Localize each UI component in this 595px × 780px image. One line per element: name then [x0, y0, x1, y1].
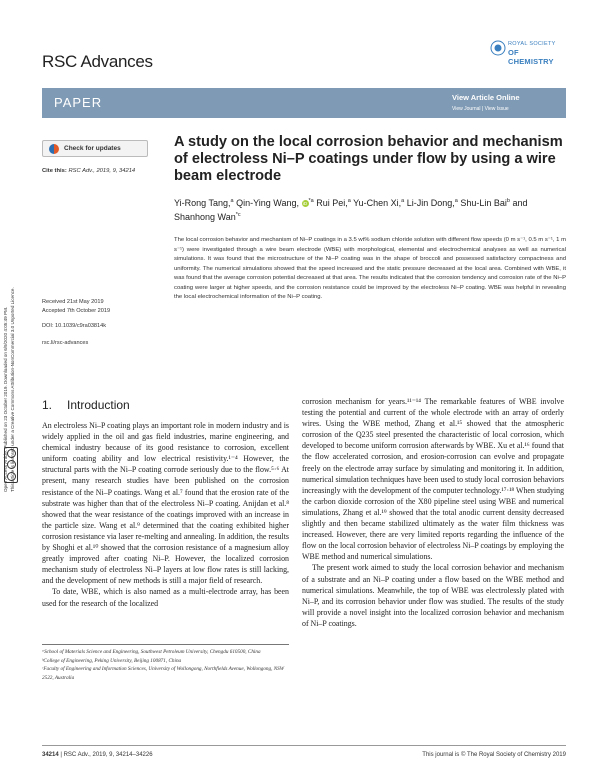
cite-text: RSC Adv., 2019, 9, 34214 [68, 168, 136, 174]
paragraph: An electroless Ni–P coating plays an important role in modern industry and is widely applied in the oil and gas field industries, marine engineering, and chemical industry because of its good resistance to corrosion, excellent uniform coating ability and low electrical resistivity.¹⁻⁴ However, the structural parts with the Ni–P coating corrode seriously due to the flow.⁵·⁶ At present, many research studies have been published on the corrosion resistance of the Ni–P coatings. Wang et al.⁷ found that the erosion rate of the substrate was higher than that of the electroless Ni–P coating. Anijdan et al.⁸ showed that the wear resistance of the coatings improved with an increase in the particle size. Wang et al.⁹ determined that the coating exhibited higher corrosion resistance via laser re-melting and annealing. In addition, the results by Shoghi et al.¹⁰ showed that the corrosion resistance of a magnesium alloy greatly improved after coating Ni–P. However, the localized corrosion mechanism study of electroless Ni–P layers at low flow rates is still lacking, and the development of new methods is still a major field of research. [42, 421, 289, 586]
author-name: Rui Pei, [316, 198, 348, 208]
author-name: Li-Jin Dong, [406, 198, 455, 208]
footer-citation: | RSC Adv., 2019, 9, 34214–34226 [60, 752, 153, 758]
author-affiliation-mark: *c [235, 211, 241, 218]
author-affiliation-mark: b [506, 198, 510, 204]
affiliation: ᵃSchool of Materials Science and Engineering, Southwest Petroleum University, Chengdu 610500, China [42, 649, 261, 655]
rsc-logo [490, 38, 562, 74]
paragraph: corrosion mechanism for years.¹¹⁻¹⁴ The remarkable features of WBE involve testing the potential and current of the whole electrode with an array of orderly wires. Using the WBE method, Zhang et al.¹⁵ showed that the atmospheric corrosion of the Q235 steel presented the characteristic of local corrosion, which developed to become uniform corrosion afterwards by WBE. Xu et al.¹⁶ found that the flow accelerated corrosion, and erosion-corrosion can evolve and propagate freely on the electrode array surface by simulating and monitoring it. In addition, numerical simulation techniques have been used to study local corrosion behaviors increasingly with the development of the computer technology.¹⁷·¹⁸ When studying the carbon dioxide corrosion of the X80 pipeline steel using WBE and numerical simulations, Zhang et al.¹⁹ showed that the total anodic current density decreased slightly and then became stabilized ultimately as the water film thickness was increased. However, there are very limited reports regarding the influence of the flow on the local corrosion behavior of electroless Ni–P coatings by employing the WBE method and numerical simulations. [302, 397, 565, 562]
paragraph: To date, WBE, which is also named as a multi-electrode array, has been used for the research of the localized [42, 587, 289, 608]
update-check-icon [49, 144, 59, 154]
check-for-updates-button[interactable] [42, 140, 148, 157]
body-column-left [42, 420, 289, 609]
orcid-icon[interactable]: iD [302, 201, 308, 207]
body-column-right [302, 396, 564, 629]
footer-left [42, 752, 153, 758]
footer-divider [42, 745, 566, 746]
affiliation: ᶜFaculty of Engineering and Information Sciences, University of Wollongong, Northfields Avenue, Wollongong, NSW 2522, Australia [42, 666, 285, 681]
journal-name: RSC Advances [42, 52, 153, 71]
received-date: Received 21st May 2019 [42, 299, 104, 305]
author-name: Yi-Rong Tang, [174, 198, 231, 208]
citation-line [42, 168, 135, 174]
author-affiliation-mark: a [401, 198, 405, 204]
accepted-date: Accepted 7th October 2019 [42, 307, 111, 314]
affiliation: ᵇCollege of Engineering, Peking University, Beijing 100871, China [42, 657, 182, 664]
author-list [174, 196, 566, 223]
logo-line-2: OF CHEMISTRY [508, 48, 554, 66]
check-for-updates-label: Check for updates [64, 145, 121, 152]
open-access-line-1: Open Access Article. Published on 23 October 2019. Downloaded on 6/9/2020 4:05:49 PM. [3, 306, 8, 492]
view-journal-issue-links[interactable]: View Journal | View Issue [452, 106, 509, 112]
author-affiliation-mark: *a [308, 198, 314, 204]
rsc-crest-icon [490, 40, 506, 56]
author-name: Qin-Ying Wang, [236, 198, 299, 208]
article-title: A study on the local corrosion behavior and mechanism of electroless Ni–P coatings under flow by using a wire beam electrode [174, 134, 563, 184]
section-heading [42, 398, 130, 412]
footer-copyright: This journal is © The Royal Society of Chemistry 2019 [422, 752, 566, 758]
view-article-online-link[interactable]: View Article Online [452, 93, 520, 102]
author-affiliation-mark: a [454, 198, 458, 204]
affiliation-divider [42, 644, 289, 645]
paragraph: The present work aimed to study the local corrosion behavior and mechanism of a substrate and an Ni–P coating under a flow based on the WBE method and numerical simulations. Meanwhile, the top of WBE was electrolessly plated with Ni–P, and its corrosion behavior under flow was studied. The results of the study will provide a novel insight into the localized corrosion behavior and mechanism of Ni–P coatings. [302, 563, 564, 628]
affiliations [42, 648, 289, 682]
page-number: 34214 [42, 752, 59, 758]
doi[interactable]: DOI: 10.1039/c9ra03814k [42, 323, 107, 329]
creative-commons-badge-icon[interactable] [4, 447, 18, 483]
abstract: The local corrosion behavior and mechanism of Ni–P coatings in a 3.5 wt% sodium chloride solution with different flow speeds (0 m s⁻¹, 0.5 m s⁻¹, 1 m s⁻¹) were investigated through a wire beam electrode (WBE) with morphological, elemental and electrochemical analyses as well as numerical simulations. It was found that the microstructure of the Ni–P coating was in the shape of broccoli and possessed satisfactory compactness and uniformity. The numerical simulations showed that the speed increased and the static pressure decreased at the local area. Combined with WBE, it was found that the average corrosion potential decreased at that area. The results indicated that the corrosion tendency and corrosion rate of the Ni–P coating were larger at higher speeds, and the corrosion resistance could be improved by the electroless Ni–P coating. WBE was helpful in revealing the local electrochemical information of the Ni–P coating. [174, 237, 566, 301]
author-name: and Shanhong Wan [174, 198, 528, 222]
journal-url[interactable]: rsc.li/rsc-advances [42, 340, 89, 346]
section-number: 1. [42, 398, 53, 412]
open-access-line-2[interactable]: This article is licensed under a Creative Commons Attribution-NonCommercial 3.0 Unported Licence. [9, 287, 15, 492]
article-type-label: PAPER [54, 95, 103, 110]
cite-label: Cite this: [42, 168, 67, 174]
author-name: Yu-Chen Xi, [353, 198, 402, 208]
author-affiliation-mark: a [230, 198, 234, 204]
open-access-strip [3, 92, 19, 492]
article-dates [42, 298, 110, 315]
logo-line-1: ROYAL SOCIETY [508, 41, 556, 47]
author-name: Shu-Lin Bai [460, 198, 507, 208]
author-affiliation-mark: a [347, 198, 351, 204]
section-title: Introduction [67, 398, 130, 412]
